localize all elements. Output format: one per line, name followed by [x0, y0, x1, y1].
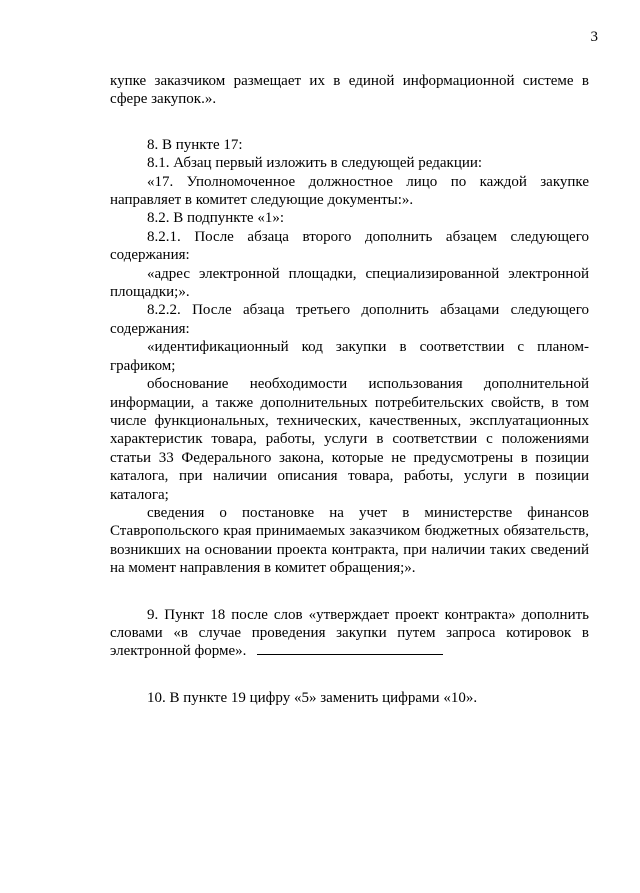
closing-rule	[257, 654, 443, 655]
paragraph-quote-17: «17. Уполномоченное должностное лицо по каждой закупке направляет в комитет следующие документы:».	[110, 173, 589, 209]
paragraph-quote-code: «идентификационный код закупки в соответствии с планом-графиком;	[110, 339, 589, 374]
paragraph-item-10: 10. В пункте 19 цифру «5» заменить цифрами «10».	[147, 689, 478, 706]
paragraph-item-8-2-1: 8.2.1. После абзаца второго дополнить абзацем следующего содержания:	[110, 228, 589, 264]
paragraph-gap	[110, 109, 589, 136]
document-body	[110, 72, 589, 707]
paragraph-item-8-1: 8.1. Абзац первый изложить в следующей редакции:	[147, 155, 483, 172]
paragraph-gap	[110, 661, 589, 689]
page-number: 3	[590, 29, 598, 45]
paragraph-item-9: 9. Пункт 18 после слов «утверждает проект контракта» дополнить словами «в случае проведения закупки путем запроса котировок в электронной форме».	[110, 606, 589, 660]
paragraph-gap	[110, 578, 589, 606]
paragraph-item-8-2-2: 8.2.2. После абзаца третьего дополнить абзацами следующего содержания:	[110, 302, 589, 337]
paragraph-justification: обоснование необходимости использования дополнительной информации, а также дополнительных потребительских свойств, в том числе функциональных, технических, качественных, эксплуатационных характеристик товара, работы, услуги в соответствии с положениями статьи 33 Федерального закона, которые не предусмотрены в позиции каталога, при наличии описания товара, работы, услуги в позиции каталога;	[110, 376, 589, 503]
paragraph-item-8-2: 8.2. В подпункте «1»:	[147, 210, 285, 227]
paragraph-item-8: 8. В пункте 17:	[147, 136, 243, 153]
paragraph-registration: сведения о постановке на учет в министерстве финансов Ставропольского края принимаемых заказчиком бюджетных обязательств, возникших на основании проекта контракта, при наличии таких сведений на момент направления в комитет обращения;».	[110, 504, 589, 577]
paragraph-quote-platform: «адрес электронной площадки, специализированной электронной площадки;».	[110, 265, 589, 301]
paragraph-continuation: купке заказчиком размещает их в единой информационной системе в сфере закупок.».	[110, 73, 589, 108]
